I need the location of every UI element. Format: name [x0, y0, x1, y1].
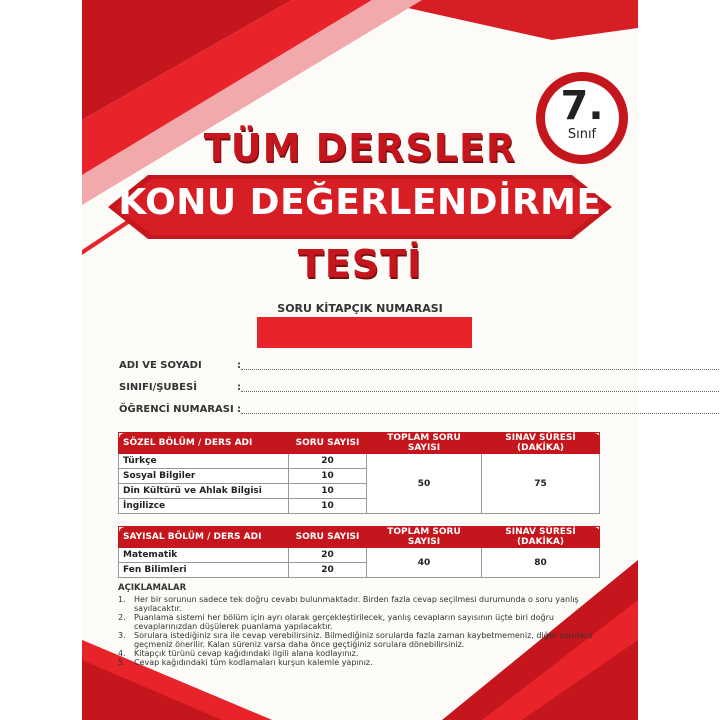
subject-name: Din Kültürü ve Ahlak Bilgisi — [119, 484, 289, 499]
verbal-header-total: TOPLAM SORU SAYISI — [367, 433, 482, 454]
numeric-total: 40 — [367, 548, 482, 578]
field-separator: : — [237, 382, 241, 393]
note-number: 3. — [118, 631, 126, 640]
verbal-section-table — [118, 432, 600, 514]
numeric-header-total: TOPLAM SORU SAYISI — [367, 527, 482, 548]
subject-name: Fen Bilimleri — [119, 563, 289, 578]
note-text: Sorulara istediğiniz sıra ile cevap verebilirsiniz. Bilmediğiniz sorularda fazla zaman kaybetmemeniz, diğer sorulara geçmeniz önerilir. Kalan süreniz varsa daha önce geçtiğiniz sorulara dönebilirsiniz. — [134, 631, 593, 649]
subject-name: İngilizce — [119, 499, 289, 514]
question-count: 20 — [289, 563, 367, 578]
student-number-line — [241, 413, 719, 414]
class-field-line — [241, 391, 719, 392]
note-text: Cevap kağıdındaki tüm kodlamaları kurşun kalemle yapınız. — [134, 658, 373, 667]
class-field-label: SINIFI/ŞUBESİ — [119, 382, 197, 393]
grade-number: 7. — [560, 83, 604, 129]
question-count: 10 — [289, 499, 367, 514]
note-number: 1. — [118, 595, 126, 604]
question-count: 10 — [289, 469, 367, 484]
numeric-section-table — [118, 526, 600, 578]
list-item — [118, 658, 618, 667]
note-text: Her bir sorunun sadece tek doğru cevabı bulunmaktadır. Birden fazla cevap seçilmesi durumunda o soru yanlış sayılacaktır. — [134, 595, 579, 613]
verbal-header-count: SORU SAYISI — [289, 433, 367, 454]
title-line-3: TESTİ — [297, 242, 423, 286]
numeric-header-subject: SAYISAL BÖLÜM / DERS ADI — [119, 527, 289, 548]
question-count: 10 — [289, 484, 367, 499]
verbal-header-duration: SINAV SÜRESİ (DAKİKA) — [482, 433, 600, 454]
list-item — [118, 631, 618, 649]
booklet-number-label: SORU KİTAPÇIK NUMARASI — [277, 302, 443, 315]
name-field — [119, 360, 241, 371]
subject-name: Matematik — [119, 548, 289, 563]
class-field — [119, 382, 241, 393]
question-count: 20 — [289, 548, 367, 563]
verbal-header-subject: SÖZEL BÖLÜM / DERS ADI — [119, 433, 289, 454]
numeric-duration: 80 — [482, 548, 600, 578]
table-row — [119, 454, 600, 469]
name-field-line — [241, 369, 719, 370]
list-item — [118, 613, 618, 631]
name-field-label: ADI VE SOYADI — [119, 360, 202, 371]
title-line-2: KONU DEĞERLENDİRME — [118, 182, 602, 223]
table-row — [119, 548, 600, 563]
instructions-title: AÇIKLAMALAR — [118, 583, 187, 593]
field-separator: : — [237, 360, 241, 371]
verbal-total: 50 — [367, 454, 482, 514]
subject-name: Sosyal Bilgiler — [119, 469, 289, 484]
numeric-header-count: SORU SAYISI — [289, 527, 367, 548]
student-number-label: ÖĞRENCİ NUMARASI — [119, 404, 234, 415]
note-text: Puanlama sistemi her bölüm için ayrı olarak gerçekleştirilecek, yanlış cevapların sayısının üçte biri doğru cevaplarınızdan düşülerek puanlama yapılacaktır. — [134, 613, 554, 631]
numeric-header-duration: SINAV SÜRESİ (DAKİKA) — [482, 527, 600, 548]
note-number: 2. — [118, 613, 126, 622]
instructions — [118, 584, 618, 667]
note-number: 4. — [118, 649, 126, 658]
title-line-1: TÜM DERSLER — [203, 126, 517, 170]
subject-name: Türkçe — [119, 454, 289, 469]
note-number: 5. — [118, 658, 126, 667]
student-number-field — [119, 404, 241, 415]
question-count: 20 — [289, 454, 367, 469]
list-item — [118, 595, 618, 613]
booklet-number-box — [257, 317, 472, 348]
list-item — [118, 649, 618, 658]
verbal-duration: 75 — [482, 454, 600, 514]
grade-label: Sınıf — [567, 127, 597, 142]
note-text: Kitapçık türünü cevap kağıdındaki ilgili alana kodlayınız. — [134, 649, 359, 658]
field-separator: : — [237, 404, 241, 415]
